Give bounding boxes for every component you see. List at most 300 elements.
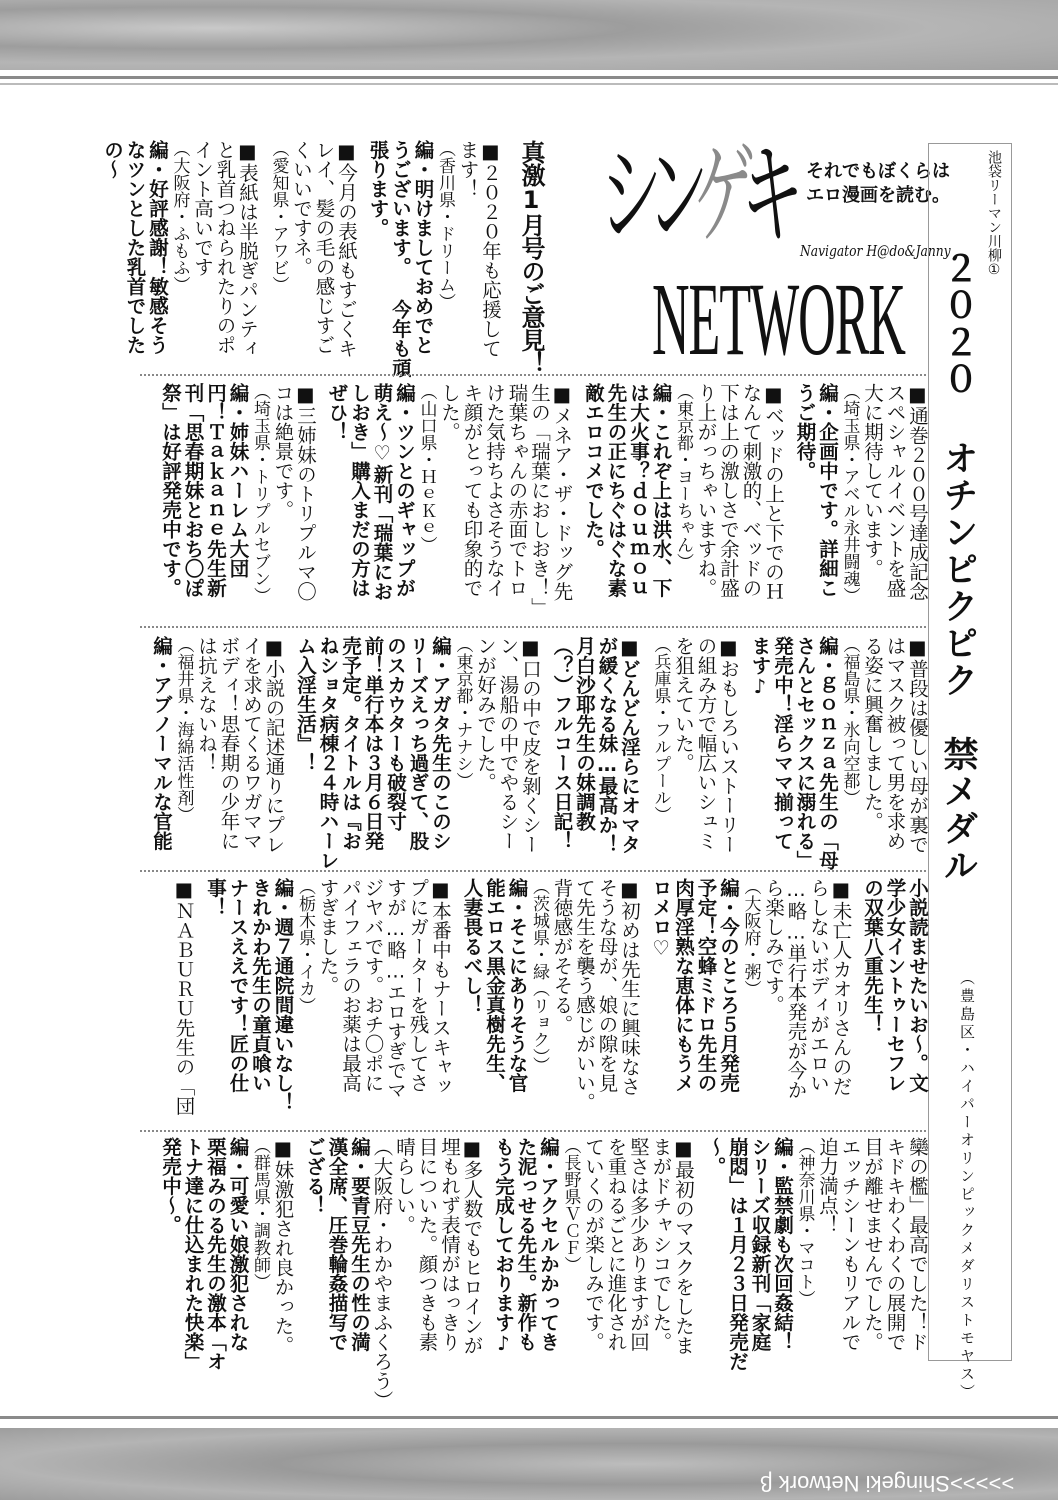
line-text: ■ＮＡＢＵＲＵ先生の「団 (172, 878, 196, 1116)
line-text: した。 (438, 383, 461, 442)
reader-letter-line (271, 383, 294, 621)
reader-letter-line (474, 636, 497, 872)
letters-row (159, 383, 929, 621)
line-text: ■妹激犯され良かった。 (271, 1137, 295, 1355)
line-text: た泥っせる先生。新作も (514, 1137, 538, 1352)
line-text: ■今月の表紙もすごくキ (335, 140, 358, 358)
editor-reply-line (123, 140, 146, 374)
line-text: ■小説の記述通りにプレ (262, 636, 286, 854)
line-text: ■メネア・ザ・ドッグ先 (550, 383, 574, 601)
reader-attribution: （山口県・ＨｅＫｅ） (416, 383, 437, 553)
line-text: を重ねるごとに進化され (604, 1137, 628, 1352)
line-text: まがドチャシコでした。 (649, 1137, 673, 1352)
reader-letter-line (649, 1137, 672, 1413)
reader-letter-line (460, 1137, 483, 1413)
editor-reply-line (816, 383, 839, 621)
line-text: うございます。 今年も頑 (389, 140, 412, 378)
row-divider (140, 1130, 926, 1132)
editor-reply-line (906, 878, 929, 1126)
line-text: 月白沙耶先生の妹調教 (573, 636, 596, 831)
line-text: うご期待。 (793, 383, 817, 481)
reader-letter-line (195, 636, 218, 872)
reader-attribution: （長野県ＶＣＦ） (560, 1137, 581, 1273)
line-text: ます♪ (748, 636, 772, 698)
footer-rule (0, 1416, 1058, 1419)
line-text: 編・ｇｏｎｚａ先生の「母 (816, 636, 839, 870)
line-text: けた気持ちよさそうなイ (483, 383, 506, 598)
line-text: キドキわくわくの展開で (883, 1137, 907, 1352)
line-text: ロメロ♡ (649, 878, 673, 960)
line-text: ます！ (456, 140, 480, 199)
editor-reply-line (771, 636, 794, 872)
line-text: 人妻畏るべし！ (460, 878, 484, 1015)
line-text: 目が離せませんでした。 (861, 1137, 884, 1352)
line-text: 前！単行本は３月６日発 (361, 636, 385, 851)
editor-reply-line (703, 1137, 726, 1413)
letters-row (159, 1137, 929, 1413)
line-text: ボディ！思春期の少年に (217, 636, 241, 851)
line-text: ■２０２０年も応援して (479, 140, 502, 358)
line-text: リーズえっち過ぎて、股 (406, 636, 430, 851)
line-text: 売予定。タイトルは『お (339, 636, 362, 851)
line-text: ■未亡人カオリさんのだ (829, 878, 853, 1096)
logo-part: シン (600, 129, 694, 261)
editor-reply-line (339, 636, 362, 872)
reader-attribution: （福井県・海綿活性剤） (173, 636, 194, 823)
editor-reply-line (303, 1137, 326, 1413)
line-text: トナ達に仕込まれた快楽」 (181, 1137, 205, 1371)
line-text: 背徳感がそそる。 (550, 878, 574, 1034)
line-text: る姿に興奮しました。 (861, 636, 884, 831)
editor-reply-line (325, 383, 348, 621)
reader-letter-line (672, 1137, 695, 1413)
reader-attribution: （香川県・ドリーム） (435, 140, 455, 310)
editor-reply-line (883, 878, 906, 1126)
line-text: そうな母が、娘の隙を見 (595, 878, 619, 1093)
editor-reply-line (348, 1137, 371, 1413)
tagline-line: それでもぼくらは (806, 161, 950, 182)
reader-attribution-line (249, 1137, 272, 1413)
reader-letter-line (429, 878, 452, 1126)
line-text: 編・アクセルかかってき (537, 1137, 560, 1352)
line-text: 編・可愛い娘激犯されな (226, 1137, 250, 1352)
line-text: 学少女イントゥーセフレ (883, 878, 907, 1093)
line-text: ぜひ！ (325, 383, 349, 442)
line-text: ■初めは先生に興味なさ (618, 878, 641, 1096)
line-text: 編・企画中です。詳細こ (816, 383, 839, 598)
logo-part: キ (741, 129, 790, 261)
line-text: ■表紙は半脱ぎパンティ (236, 140, 259, 358)
line-text: 真激1月号のご意見！ (517, 140, 545, 374)
editor-reply-line (726, 1137, 749, 1413)
reader-attribution: （埼玉県・アベル永井闘魂） (839, 383, 860, 604)
line-text: 迫力満点！ (816, 1137, 839, 1235)
editor-reply-line (793, 636, 816, 872)
editor-reply-line (793, 383, 816, 621)
line-text: プにガーターを残してさ (406, 878, 430, 1093)
line-text: 小説読ませたいお～。文 (906, 878, 929, 1093)
reader-letter-line (483, 383, 506, 621)
reader-letter-line (595, 878, 618, 1126)
reader-letter-line (217, 636, 240, 872)
line-text: 円！Ｔａｋａｎｅ先生新 (204, 383, 227, 598)
letters-row (101, 140, 549, 378)
reader-letter-line (191, 140, 214, 374)
line-text: なんて刺激的、ベッドの (739, 383, 763, 598)
line-text: キ顔がとっても印象的で (460, 383, 484, 598)
header-rule-thin (0, 83, 1058, 85)
reader-letter-line (496, 636, 519, 872)
reader-attribution: （群馬県・調教師） (250, 1137, 270, 1290)
reader-letter-line (861, 1137, 884, 1413)
line-text: を狙えていた。 (672, 636, 695, 773)
line-text: ■口の中で皮を剝くシー (519, 636, 542, 854)
editor-reply-line (537, 1137, 560, 1413)
editor-reply-line (717, 878, 740, 1126)
line-text: 欒の檻」最高でした！ド (906, 1137, 929, 1352)
reader-attribution-line (294, 878, 317, 1126)
logo-shingeki (600, 129, 790, 261)
editor-reply-line (249, 878, 272, 1126)
reader-letter-line (604, 1137, 627, 1413)
reader-letter-line (528, 383, 551, 621)
line-text: ていくのが楽しみです。 (582, 1137, 605, 1352)
line-text: ン、湯船の中でやるシー (496, 636, 520, 851)
editor-reply-line (146, 140, 169, 374)
line-text: シリーズ収録新刊「家庭 (748, 1137, 772, 1352)
line-text: イント高いです (191, 140, 214, 277)
editor-reply-line (672, 878, 695, 1126)
line-text: は大火事？ｄｏｕｍｏｕ (627, 383, 650, 598)
editor-reply-line (595, 636, 618, 872)
reader-letter-line (438, 383, 461, 621)
reader-attribution-line (415, 383, 438, 621)
editor-reply-line (483, 878, 506, 1126)
line-text: 編・今のところ５月発売 (717, 878, 740, 1093)
line-text: のスカウターも破裂寸 (384, 636, 407, 831)
line-text: 編・好評感謝！敏感そう (146, 140, 169, 355)
reader-letter-line (906, 383, 929, 621)
editor-reply-line (411, 140, 434, 374)
line-text: 編・明けましておめでと (411, 140, 435, 355)
reader-letter-line (694, 636, 717, 872)
line-text: レイ、髪の毛の感じすご (312, 140, 336, 355)
reader-attribution: （兵庫県・フルプール） (650, 636, 671, 823)
line-text: 編・週７通院間違いなし！ (271, 878, 295, 1112)
editor-reply-line (429, 636, 452, 872)
line-text: ■ベッドの上と下でのＨ (762, 383, 785, 601)
reader-letter-line (271, 1137, 294, 1413)
line-text: は抗えないね！ (195, 636, 218, 773)
editor-reply-line (861, 878, 884, 1126)
reader-letter-line (294, 383, 317, 621)
reader-attribution-line (559, 1137, 582, 1413)
line-text: パイフェラのお薬は最高 (339, 878, 362, 1093)
editor-reply-line (271, 878, 294, 1126)
line-text: 生の「瑞葉におしおき！」 (528, 383, 551, 617)
reader-letter-line (717, 383, 740, 621)
reader-letter-line (550, 878, 573, 1126)
reader-letter-line (172, 878, 195, 1126)
line-text: て先生を襲う感じがいい。 (573, 878, 596, 1112)
line-text: 編・監禁劇も次回姦結！ (771, 1137, 794, 1352)
line-text: 編・これぞ上は洪水、下 (649, 383, 673, 598)
reader-attribution-line (793, 1137, 816, 1413)
line-text: スペシャルイベントを盛 (883, 383, 907, 598)
editor-reply-line (101, 140, 124, 374)
reader-letter-line (370, 1137, 393, 1413)
row-divider (140, 374, 926, 376)
line-text: の双葉八重先生！ (861, 878, 884, 1034)
line-text: ナースええです！匠の仕 (226, 878, 250, 1093)
line-text: ■どんどん淫らにオマタ (618, 636, 641, 854)
editor-reply-line (226, 878, 249, 1126)
row-divider (140, 870, 926, 872)
line-text: なツンとした乳首でした (123, 140, 147, 355)
reader-attribution-line (528, 878, 551, 1126)
reader-letter-line (829, 878, 852, 1126)
reader-attribution-line (838, 636, 861, 872)
line-text: の～ (101, 140, 124, 179)
line-text: 敵エロコメでした。 (582, 383, 605, 559)
header-texture-band (0, 0, 1058, 70)
reader-letter-line (240, 636, 263, 872)
sidebar-series: 池袋リーマン川柳① (986, 150, 1002, 278)
editor-reply-line (514, 1137, 537, 1413)
reader-letter-line (694, 383, 717, 621)
editor-reply-line (582, 383, 605, 621)
reader-attribution-line (739, 878, 762, 1126)
editor-reply-line (204, 878, 227, 1126)
reader-attribution-line (451, 636, 474, 872)
editor-reply-line (181, 1137, 204, 1413)
editor-reply-line (204, 383, 227, 621)
reader-letter-line (262, 636, 285, 872)
line-text: 瑞葉ちゃんの赤面でトロ (505, 383, 529, 598)
reader-letter-line (762, 383, 785, 621)
reader-letter-line (883, 383, 906, 621)
line-text: ■本番中もナースキャッ (429, 878, 452, 1096)
editor-reply-line (604, 383, 627, 621)
reader-letter-line (519, 636, 542, 872)
line-text: 刊「思春期妹とおち〇ぽ (181, 383, 205, 598)
reader-letter-line (415, 1137, 438, 1413)
line-text: ■普段は優しい母が裏で (906, 636, 929, 854)
line-text: さんとセックスに溺れる」 (793, 636, 817, 870)
reader-attribution: （大阪府・粥） (740, 878, 761, 997)
reader-letter-line (361, 878, 384, 1126)
line-text: イを求めてくるワガママ (240, 636, 263, 851)
reader-attribution: （茨城県・緑（リョク）） (529, 878, 549, 1074)
line-text: り上がっちゃいますね。 (694, 383, 718, 598)
line-text: 萌え～♡新刊「瑞葉にお (370, 383, 394, 601)
editor-reply-line (204, 1137, 227, 1413)
line-text: すぎました。 (316, 878, 340, 995)
line-text: 晴らしい。 (393, 1137, 416, 1235)
editor-reply-line (505, 878, 528, 1126)
sidebar-attribution: （豊島区・ハイパーオリンピックメダリストモヤス） (958, 970, 976, 1402)
editor-reply-line (150, 636, 173, 872)
reader-letter-line (883, 1137, 906, 1413)
line-text: ■三姉妹のトリプルマ〇 (294, 383, 317, 601)
reader-attribution: （大阪府・ふもふ） (169, 140, 190, 293)
reader-letter-line (861, 383, 884, 621)
logo-network: NETWORK (652, 262, 905, 377)
reader-attribution: （神奈川県・マコト） (794, 1137, 815, 1307)
reader-attribution: （栃木県・イカ） (295, 878, 315, 1014)
reader-letter-line (479, 140, 502, 374)
editor-reply-line (366, 140, 389, 374)
line-text: 発売中～。 (159, 1137, 182, 1235)
tagline-line: エロ漫画を読む。 (806, 185, 950, 206)
reader-letter-line (883, 636, 906, 872)
editor-reply-line (694, 878, 717, 1126)
reader-letter-line (505, 383, 528, 621)
reader-letter-line (438, 1137, 461, 1413)
reader-letter-line (906, 636, 929, 872)
editor-reply-line (159, 383, 182, 621)
line-text: もう完成しております♪ (492, 1137, 515, 1355)
reader-letter-line (717, 636, 740, 872)
line-text: ンが好みでした。 (474, 636, 497, 792)
reader-letter-line (861, 636, 884, 872)
navigator-credit: Navigator H@do&Janny (800, 242, 951, 260)
line-text: きれかわ先生の童貞喰い (249, 878, 272, 1093)
line-text: しおき」購入まだの方は (348, 383, 371, 598)
editor-reply-line (325, 1137, 348, 1413)
line-text: （？）フルコース日記！ (550, 636, 574, 851)
line-text: 能エロス黒金真樹先生、 (483, 878, 506, 1093)
reader-letter-line (290, 140, 313, 374)
editor-reply-line (181, 383, 204, 621)
editor-reply-line (618, 636, 641, 872)
logo-part-gray: ゲ (693, 129, 742, 261)
line-text: らしないボディがエロい (807, 878, 830, 1093)
line-text: 大に期待しています。 (861, 383, 884, 578)
line-text: 予定！空蜂ミドロ先生の (694, 878, 718, 1093)
reader-letter-line (316, 878, 339, 1126)
line-text: 編・アブノーマルな官能 (150, 636, 173, 851)
reader-letter-line (406, 878, 429, 1126)
reader-letter-line (573, 878, 596, 1126)
line-text: ■多人数でもヒロインが (460, 1137, 484, 1355)
line-text: ～。 (703, 1137, 727, 1176)
reader-letter-line (784, 878, 807, 1126)
reader-letter-line (339, 878, 362, 1126)
editor-reply-line (748, 1137, 771, 1413)
reader-letter-line (762, 878, 785, 1126)
editor-reply-line (816, 636, 839, 872)
reader-attribution-line (672, 383, 695, 621)
editor-reply-line (573, 636, 596, 872)
editor-reply-line (492, 1137, 515, 1413)
reader-attribution-line (172, 636, 195, 872)
reader-attribution: （福島県・氷向空都） (839, 636, 860, 806)
reader-letter-line (456, 140, 479, 374)
reader-letter-line (460, 383, 483, 621)
editor-reply-line (649, 878, 672, 1126)
section-heading (514, 140, 548, 374)
reader-attribution-line (249, 383, 272, 621)
row-divider (140, 626, 926, 628)
reader-attribution: （愛知県・アワビ） (268, 140, 289, 293)
reader-attribution-line (267, 140, 290, 374)
reader-attribution: （東京都・ヨーちゃん） (673, 383, 693, 570)
line-text: 肉厚淫熟な恵体にもうメ (672, 878, 695, 1093)
line-text: ■通巻２００号達成記念 (906, 383, 929, 601)
reader-letter-line (618, 878, 641, 1126)
reader-attribution-line (838, 383, 861, 621)
reader-letter-line (816, 1137, 839, 1413)
line-text: …略…単行本発売が今か (784, 878, 808, 1100)
reader-attribution-line (434, 140, 457, 374)
editor-reply-line (159, 1137, 182, 1413)
editor-reply-line (389, 140, 412, 378)
line-text: エッチシーンもリアルで (838, 1137, 862, 1352)
line-text: ム入淫生活』！ (294, 636, 317, 773)
editor-reply-line (226, 1137, 249, 1413)
line-text: が緩くなる妹…最高か！ (595, 636, 619, 854)
reader-letter-line (335, 140, 358, 374)
reader-letter-line (550, 383, 573, 621)
line-text: 栗福みのる先生の激本「オ (204, 1137, 227, 1371)
reader-letter-line (739, 383, 762, 621)
reader-letter-line (582, 1137, 605, 1413)
line-text: 埋もれず表情がはっきり (438, 1137, 461, 1352)
editor-reply-line (348, 383, 371, 621)
reader-letter-line (627, 1137, 650, 1413)
editor-reply-line (294, 636, 317, 872)
line-text: 堅さは多少ありますが回 (627, 1137, 650, 1352)
line-text: はマスク被って男を求め (883, 636, 907, 851)
reader-letter-line (672, 636, 695, 872)
editor-reply-line (406, 636, 429, 872)
line-text: ら楽しみです。 (762, 878, 785, 1015)
line-text: 編・要青豆先生の性の満 (348, 1137, 371, 1352)
editor-reply-line (361, 636, 384, 872)
line-text: 事！ (204, 878, 227, 917)
letters-row (150, 636, 929, 872)
editor-reply-line (370, 383, 393, 621)
editor-reply-line (550, 636, 573, 872)
editor-reply-line (627, 383, 650, 621)
editor-reply-line (748, 636, 771, 872)
line-text: 編・ツンとのギャップが (393, 383, 416, 598)
reader-letter-line (384, 878, 407, 1126)
line-text: （大阪府・わかやまふくろう） (370, 1137, 394, 1410)
line-text: ジヤバです。おチ〇ポに (361, 878, 385, 1093)
reader-letter-line (236, 140, 259, 374)
editor-reply-line (771, 1137, 794, 1413)
line-text: の組み方で幅広いシュミ (694, 636, 718, 851)
reader-letter-line (393, 1137, 416, 1413)
line-text: 目についた。顔つきも素 (415, 1137, 439, 1352)
line-text: ■最初のマスクをしたま (672, 1137, 695, 1355)
line-text: 漢全席、圧巻輪姦描写で (325, 1137, 349, 1352)
footer-page-label: >>>>>Shingeki Network β (760, 1471, 1015, 1496)
header-rule (0, 76, 1058, 79)
line-text: 崩悶」は１月２３日発売だ (726, 1137, 749, 1371)
line-text: ねショタ病棟２４時ハーレ (316, 636, 340, 870)
letters-row (172, 878, 928, 1126)
line-text: コは絶景です。 (271, 383, 295, 520)
reader-letter-line (807, 878, 830, 1126)
line-text: ござる！ (303, 1137, 326, 1215)
editor-reply-line (384, 636, 407, 872)
line-text: 下は上の激しさで余計盛 (717, 383, 740, 598)
reader-attribution-line (168, 140, 191, 374)
line-text: 編・姉妹ハーレム大団 (226, 383, 250, 578)
